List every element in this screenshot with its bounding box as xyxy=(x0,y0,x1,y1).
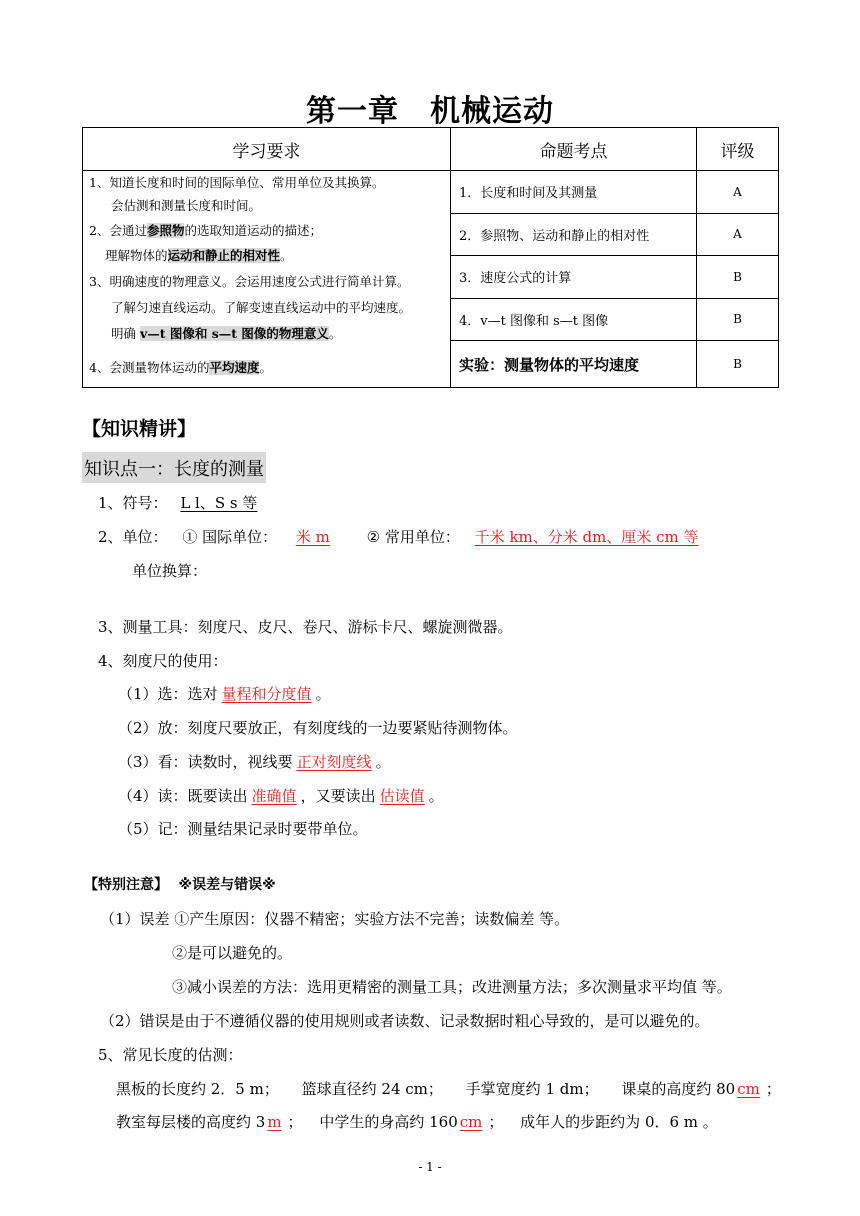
error-line-1: （1）误差 ①产生原因：仪器不精密；实验方法不完善；读数偏差 等。 xyxy=(100,910,570,928)
estimation-line-1: 黑板的长度约 2．5 m； 篮球直径约 24 cm； 手掌宽度约 1 dm； 课桌的高度约 80 cm ； xyxy=(116,1080,781,1098)
unit-conversion-line: 单位换算： xyxy=(132,562,208,580)
page-title: 第一章 机械运动 xyxy=(306,94,554,129)
requirement-3b: 了解匀速直线运动。了解变速直线运动中的平均速度。 xyxy=(111,300,412,315)
exam-topic-4: 4．v—t 图像和 s—t 图像 xyxy=(451,298,697,341)
exam-grade-4: B xyxy=(697,298,779,341)
section-title: 【知识精讲】 xyxy=(82,418,197,440)
ruler-step-2: （2）放：刻度尺要放正，有刻度线的一边要紧贴待测物体。 xyxy=(118,719,518,737)
requirement-1b: 会估测和测量长度和时间。 xyxy=(111,198,262,213)
header-requirements: 学习要求 xyxy=(83,128,451,171)
ruler-step-5: （5）记：测量结果记录时要带单位。 xyxy=(118,820,368,838)
requirement-2b: 理解物体的运动和静止的相对性。 xyxy=(105,248,293,263)
step-1-answer: 量程和分度值 xyxy=(221,685,312,703)
knowledge-point-title: 知识点一：长度的测量 xyxy=(82,452,266,483)
highlight-graphs: v—t 图像和 s—t 图像的物理意义 xyxy=(139,326,329,341)
estimation-heading: 5、常见长度的估测： xyxy=(98,1046,243,1064)
tools-line: 3、测量工具：刻度尺、皮尺、卷尺、游标卡尺、螺旋测微器。 xyxy=(98,618,513,636)
step-4-answer-estimate: 估读值 xyxy=(379,787,425,805)
student-height-unit: cm xyxy=(459,1113,483,1131)
ruler-step-3: （3）看：读数时，视线要 正对刻度线 。 xyxy=(118,753,391,771)
requirements-table xyxy=(82,127,779,388)
page-number: - 1 - xyxy=(418,1160,442,1174)
ruler-usage-heading: 4、刻度尺的使用： xyxy=(98,652,228,670)
exam-grade-3: B xyxy=(697,256,779,299)
requirement-1a: 1、知道长度和时间的国际单位、常用单位及其换算。 xyxy=(89,175,385,190)
exam-topic-2: 2．参照物、运动和静止的相对性 xyxy=(451,213,697,256)
exam-grade-5: B xyxy=(697,341,779,388)
table-header-row xyxy=(83,128,779,171)
common-unit-answer: 千米 km、分米 dm、厘米 cm 等 xyxy=(474,528,699,546)
requirement-3a: 3、明确速度的物理意义。会运用速度公式进行简单计算。 xyxy=(89,274,410,289)
mistake-line: （2）错误是由于不遵循仪器的使用规则或者读数、记录数据时粗心导致的，是可以避免的。 xyxy=(100,1012,710,1030)
symbol-line: 1、符号： L l、S s 等 xyxy=(98,492,265,513)
highlight-average-speed: 平均速度 xyxy=(209,360,260,375)
exam-topic-1: 1．长度和时间及其测量 xyxy=(451,171,697,214)
ruler-step-1: （1）选：选对 量程和分度值 。 xyxy=(118,685,331,703)
requirement-3c: 明确 v—t 图像和 s—t 图像的物理意义。 xyxy=(111,326,342,341)
symbol-value: L l、S s 等 xyxy=(180,494,258,512)
si-unit-answer: 米 m xyxy=(295,528,330,546)
desk-height-unit: cm xyxy=(737,1080,760,1098)
highlight-relativity: 运动和静止的相对性 xyxy=(167,248,281,263)
highlight-reference: 参照物 xyxy=(146,223,185,238)
error-line-2: ②是可以避免的。 xyxy=(172,944,293,962)
error-line-3: ③减小误差的方法：选用更精密的测量工具；改进测量方法；多次测量求平均值 等。 xyxy=(172,978,732,996)
table-row xyxy=(83,171,779,214)
header-exam-points: 命题考点 xyxy=(451,128,697,171)
special-note-heading: 【特别注意】 ※误差与错误※ xyxy=(84,877,276,893)
exam-topic-3: 3．速度公式的计算 xyxy=(451,256,697,299)
exam-grade-1: A xyxy=(697,171,779,214)
step-3-answer: 正对刻度线 xyxy=(296,753,372,771)
requirement-4: 4、会测量物体运动的平均速度。 xyxy=(89,360,272,375)
exam-grade-2: A xyxy=(697,213,779,256)
ruler-step-4: （4）读：既要读出 准确值 ，又要读出 估读值 。 xyxy=(118,787,444,805)
unit-line: 2、单位： ① 国际单位： 米 m ② 常用单位： 千米 km、分米 dm、厘米 cm 等 xyxy=(98,526,709,547)
exam-topic-5: 实验：测量物体的平均速度 xyxy=(451,341,697,388)
requirements-cell xyxy=(83,171,451,388)
requirement-2a: 2、会通过参照物的选取知道运动的描述； xyxy=(89,223,322,238)
floor-height-unit: m xyxy=(267,1113,282,1131)
header-grade: 评级 xyxy=(697,128,779,171)
step-4-answer-accurate: 准确值 xyxy=(251,787,297,805)
estimation-line-2: 教室每层楼的高度约 3 m ； 中学生的身高约 160 cm ； 成年人的步距约为 0．6 m 。 xyxy=(116,1113,718,1131)
